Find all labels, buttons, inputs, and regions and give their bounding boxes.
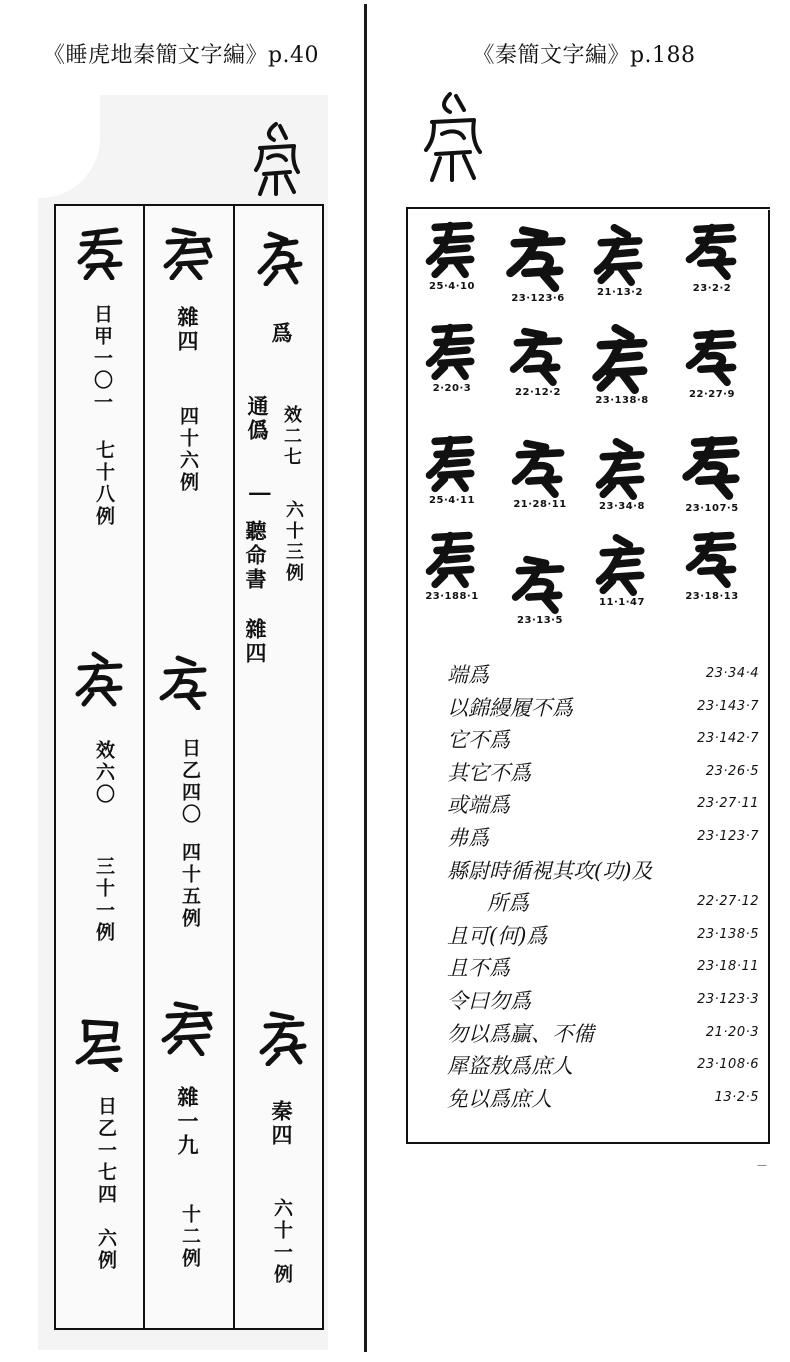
page-edge-mark: — bbox=[757, 1160, 767, 1171]
sample-reference: 25·4·11 bbox=[429, 495, 475, 506]
usage-phrase: 或端爲 bbox=[447, 793, 510, 818]
handwritten-glyph bbox=[160, 222, 218, 280]
ink-glyph bbox=[507, 324, 569, 386]
sample-reference: 2·20·3 bbox=[432, 383, 472, 394]
usage-entry bbox=[447, 1051, 759, 1084]
usage-location: 23·27·11 bbox=[697, 796, 759, 812]
entry-count: 六十三例 bbox=[283, 500, 304, 584]
column-rule bbox=[143, 206, 145, 1328]
usage-entry bbox=[447, 856, 759, 889]
entry-count: 十二例 bbox=[179, 1204, 201, 1270]
usage-entry bbox=[447, 725, 759, 758]
usage-phrase: 縣尉時循視其攻(功)及 bbox=[447, 858, 653, 883]
usage-entry bbox=[447, 921, 759, 954]
entry-character: 爲 bbox=[269, 322, 293, 346]
usage-location: 23·108·6 bbox=[697, 1057, 759, 1073]
usage-phrase: 犀盜敖爲庶人 bbox=[447, 1054, 573, 1079]
entry-source: 效二七 bbox=[281, 405, 302, 468]
usage-location: 21·20·3 bbox=[705, 1024, 759, 1040]
usage-entry bbox=[447, 693, 759, 726]
usage-phrase: 且可(何)爲 bbox=[447, 923, 548, 948]
entry-source: 日乙一七四 bbox=[95, 1096, 117, 1206]
ink-glyph bbox=[589, 224, 651, 286]
excavated-glyph-sample bbox=[412, 528, 492, 602]
sample-reference: 21·13·2 bbox=[597, 287, 643, 298]
sample-reference: 21·28·11 bbox=[513, 499, 567, 510]
sample-reference: 23·123·6 bbox=[511, 293, 565, 304]
usage-location: 22·27·12 bbox=[697, 894, 759, 910]
handwritten-glyph bbox=[156, 652, 214, 710]
usage-entry bbox=[447, 758, 759, 791]
usage-location: 23·18·11 bbox=[697, 959, 759, 975]
usage-phrase: 它不爲 bbox=[447, 728, 510, 753]
excavated-glyph-sample bbox=[672, 326, 752, 400]
usage-phrase: 端爲 bbox=[447, 663, 489, 687]
usage-location: 23·34·4 bbox=[705, 666, 759, 681]
entry-source: 雜四 bbox=[175, 306, 199, 354]
usage-phrase: 免以爲庶人 bbox=[447, 1086, 552, 1111]
ink-glyph bbox=[421, 320, 483, 382]
usage-phrase: 且不爲 bbox=[447, 956, 510, 981]
ink-glyph bbox=[681, 220, 743, 282]
ink-glyph bbox=[503, 222, 573, 292]
usage-location: 13·2·5 bbox=[714, 1089, 759, 1105]
handwritten-glyph bbox=[160, 998, 218, 1056]
ink-glyph bbox=[681, 326, 743, 388]
sample-reference: 23·138·8 bbox=[595, 395, 649, 406]
sample-reference: 23·107·5 bbox=[685, 503, 739, 514]
entry-source: 秦四 bbox=[269, 1100, 293, 1148]
excavated-glyph-sample bbox=[500, 552, 580, 626]
excavated-glyph-sample bbox=[582, 324, 662, 406]
entry-count: 三十一例 bbox=[93, 856, 115, 944]
usage-entry bbox=[447, 660, 759, 693]
excavated-glyph-sample bbox=[672, 220, 752, 294]
usage-entry-list bbox=[447, 660, 759, 1116]
usage-location: 23·142·7 bbox=[697, 731, 759, 747]
ink-glyph bbox=[421, 432, 483, 494]
entry-count: 四十五例 bbox=[179, 842, 201, 930]
ink-glyph bbox=[587, 324, 657, 394]
ink-glyph bbox=[677, 432, 747, 502]
left-source-title: 《睡虎地秦簡文字編》p.40 bbox=[42, 43, 320, 68]
sample-reference: 23·34·8 bbox=[599, 501, 645, 512]
usage-phrase: 所爲 bbox=[487, 891, 529, 916]
handwritten-glyph bbox=[72, 1014, 130, 1072]
entry-count: 六例 bbox=[95, 1228, 117, 1272]
excavated-glyph-sample bbox=[498, 324, 578, 398]
usage-entry bbox=[447, 1019, 759, 1052]
column-rule bbox=[233, 206, 235, 1328]
right-source-title: 《秦簡文字編》p.188 bbox=[472, 43, 696, 68]
usage-location: 23·138·5 bbox=[697, 926, 759, 942]
entry-count: 七十八例 bbox=[93, 440, 115, 528]
usage-location: 23·26·5 bbox=[705, 763, 759, 779]
ink-glyph bbox=[509, 436, 571, 498]
sample-reference: 25·4·10 bbox=[429, 281, 475, 292]
seal-script-heading-glyph bbox=[246, 118, 308, 198]
excavated-glyph-sample bbox=[582, 438, 662, 512]
usage-location: 23·143·7 bbox=[697, 698, 759, 714]
usage-entry bbox=[447, 790, 759, 823]
sample-reference: 23·13·5 bbox=[517, 615, 563, 626]
excavated-glyph-sample bbox=[500, 436, 580, 510]
ink-glyph bbox=[681, 528, 743, 590]
usage-phrase: 其它不爲 bbox=[447, 760, 531, 785]
sample-reference: 23·188·1 bbox=[425, 591, 479, 602]
usage-entry bbox=[447, 1084, 759, 1117]
handwritten-glyph bbox=[72, 222, 130, 280]
handwritten-glyph bbox=[256, 1008, 314, 1066]
excavated-glyph-sample bbox=[412, 320, 492, 394]
seal-script-heading-glyph bbox=[420, 88, 486, 184]
usage-phrase: 令曰勿爲 bbox=[447, 988, 531, 1013]
entry-source: 日甲一〇一 bbox=[91, 304, 113, 414]
usage-entry bbox=[447, 823, 759, 856]
usage-location: 23·123·7 bbox=[697, 828, 759, 844]
excavated-glyph-sample bbox=[498, 222, 578, 304]
entry-note: | bbox=[249, 490, 273, 501]
usage-phrase: 弗爲 bbox=[447, 825, 489, 850]
ink-glyph bbox=[591, 534, 653, 596]
entry-count: 四十六例 bbox=[177, 406, 199, 494]
entry-source: 效六〇 bbox=[93, 740, 115, 806]
usage-phrase: 以錦縵履不爲 bbox=[447, 695, 573, 720]
ink-glyph bbox=[421, 528, 483, 590]
page-divider bbox=[364, 4, 367, 1352]
sample-reference: 22·12·2 bbox=[515, 387, 561, 398]
handwritten-glyph bbox=[72, 650, 130, 708]
entry-count: 六十一例 bbox=[271, 1198, 293, 1286]
excavated-glyph-sample bbox=[580, 224, 660, 298]
usage-entry bbox=[447, 953, 759, 986]
sample-reference: 23·18·13 bbox=[685, 591, 739, 602]
sample-reference: 11·1·47 bbox=[599, 597, 645, 608]
sample-reference: 23·2·2 bbox=[692, 283, 732, 294]
excavated-glyph-sample bbox=[582, 534, 662, 608]
box-right-rule bbox=[768, 210, 770, 1144]
usage-entry bbox=[447, 888, 759, 921]
usage-phrase: 勿以爲贏、不備 bbox=[447, 1021, 594, 1046]
excavated-glyph-sample bbox=[672, 528, 752, 602]
entry-note: 聽命書 bbox=[243, 520, 267, 592]
entry-source: 日乙四〇 bbox=[179, 738, 201, 826]
entry-note: 通僞 bbox=[245, 395, 269, 443]
entry-source: 雜一九 bbox=[175, 1086, 199, 1158]
ink-glyph bbox=[421, 218, 483, 280]
ink-glyph bbox=[591, 438, 653, 500]
excavated-glyph-sample bbox=[412, 432, 492, 506]
usage-entry bbox=[447, 986, 759, 1019]
ink-glyph bbox=[509, 552, 571, 614]
entry-note: 雜四 bbox=[243, 618, 267, 666]
handwritten-glyph bbox=[252, 228, 310, 286]
usage-location: 23·123·3 bbox=[697, 991, 759, 1007]
sample-reference: 22·27·9 bbox=[689, 389, 735, 400]
excavated-glyph-sample bbox=[672, 432, 752, 514]
excavated-glyph-sample bbox=[412, 218, 492, 292]
